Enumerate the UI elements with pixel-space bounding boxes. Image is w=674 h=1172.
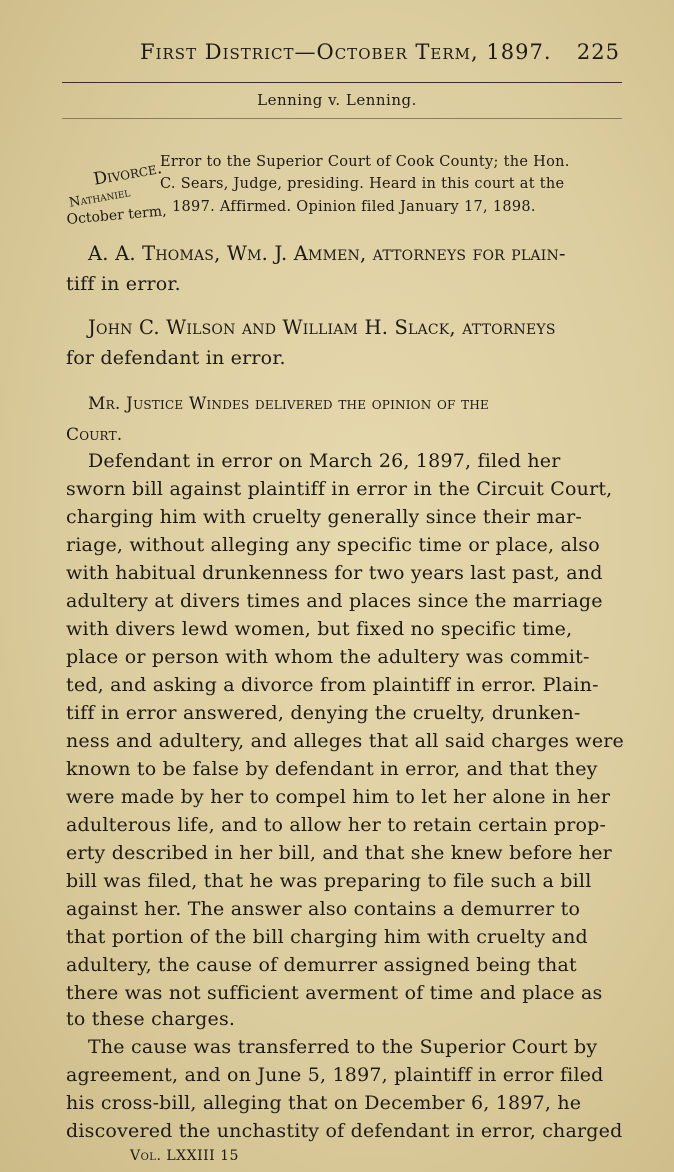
case-title: Lenning v. Lenning. — [257, 91, 417, 109]
body-line: ted, and asking a divorce from plaintiff in error. Plain- — [66, 674, 599, 696]
counsel-plaintiff-line-2: tiff in error. — [66, 273, 181, 295]
body-line: to these charges. — [66, 1008, 236, 1030]
syllabus-line-2: C. Sears, Judge, presiding. Heard in this court at the — [160, 176, 565, 192]
body-line: known to be false by defendant in error, and that they — [66, 758, 598, 780]
body-line: agreement, and on June 5, 1897, plaintiff in error filed — [66, 1064, 604, 1086]
case-title-rule — [62, 118, 622, 119]
counsel-defendant-line-1: John C. Wilson and William H. Slack, attorneys — [88, 316, 556, 339]
header-rule — [62, 82, 622, 83]
signature-mark: Vol. LXXIII 15 — [130, 1148, 239, 1164]
body-line: The cause was transferred to the Superior Court by — [88, 1036, 598, 1058]
marginal-term: October term, — [66, 203, 168, 228]
page-number: 225 — [576, 40, 620, 64]
body-line: there was not sufficient averment of time and place as — [66, 982, 603, 1004]
body-line: tiff in error answered, denying the cruelty, drunken- — [66, 702, 581, 724]
body-line: were made by her to compel him to let her alone in her — [66, 786, 611, 808]
body-line: that portion of the bill charging him with cruelty and — [66, 926, 588, 948]
counsel-plaintiff-line-1: A. A. Thomas, Wm. J. Ammen, attorneys for plain- — [88, 242, 566, 265]
body-line: his cross-bill, alleging that on December 6, 1897, he — [66, 1092, 582, 1114]
marginal-name: Nathaniel — [68, 185, 132, 211]
body-line: erty described in her bill, and that she knew before her — [66, 842, 612, 864]
syllabus-line-1: Error to the Superior Court of Cook County; the Hon. — [160, 154, 570, 170]
body-line: ness and adultery, and alleges that all said charges were — [66, 730, 625, 752]
syllabus-line-3: 1897. Affirmed. Opinion filed January 17, 1898. — [172, 199, 536, 215]
running-title: First District—October Term, 1897. — [140, 40, 552, 64]
opinion-heading-line-1: Mr. Justice Windes delivered the opinion of the — [88, 394, 490, 414]
body-line: adultery, the cause of demurrer assigned being that — [66, 954, 577, 976]
body-line: adultery at divers times and places since the marriage — [66, 590, 603, 612]
body-line: riage, without alleging any specific time or place, also — [66, 534, 600, 556]
opinion-heading-line-2: Court. — [66, 425, 123, 445]
body-line: adulterous life, and to allow her to retain certain prop- — [66, 814, 607, 836]
body-line: against her. The answer also contains a demurrer to — [66, 898, 581, 920]
marginal-topic: Divorce. — [92, 158, 164, 190]
body-line: with habitual drunkenness for two years last past, and — [66, 562, 603, 584]
counsel-defendant-line-2: for defendant in error. — [66, 347, 286, 369]
body-line: sworn bill against plaintiff in error in the Circuit Court, — [66, 478, 613, 500]
body-line: place or person with whom the adultery was commit- — [66, 646, 590, 668]
body-line: charging him with cruelty generally since their mar- — [66, 506, 583, 528]
body-line: discovered the unchastity of defendant in error, charged — [66, 1120, 623, 1142]
body-line: with divers lewd women, but fixed no specific time, — [66, 618, 573, 640]
running-head — [140, 40, 620, 64]
body-line: bill was filed, that he was preparing to file such a bill — [66, 870, 592, 892]
body-line: Defendant in error on March 26, 1897, filed her — [88, 450, 561, 472]
